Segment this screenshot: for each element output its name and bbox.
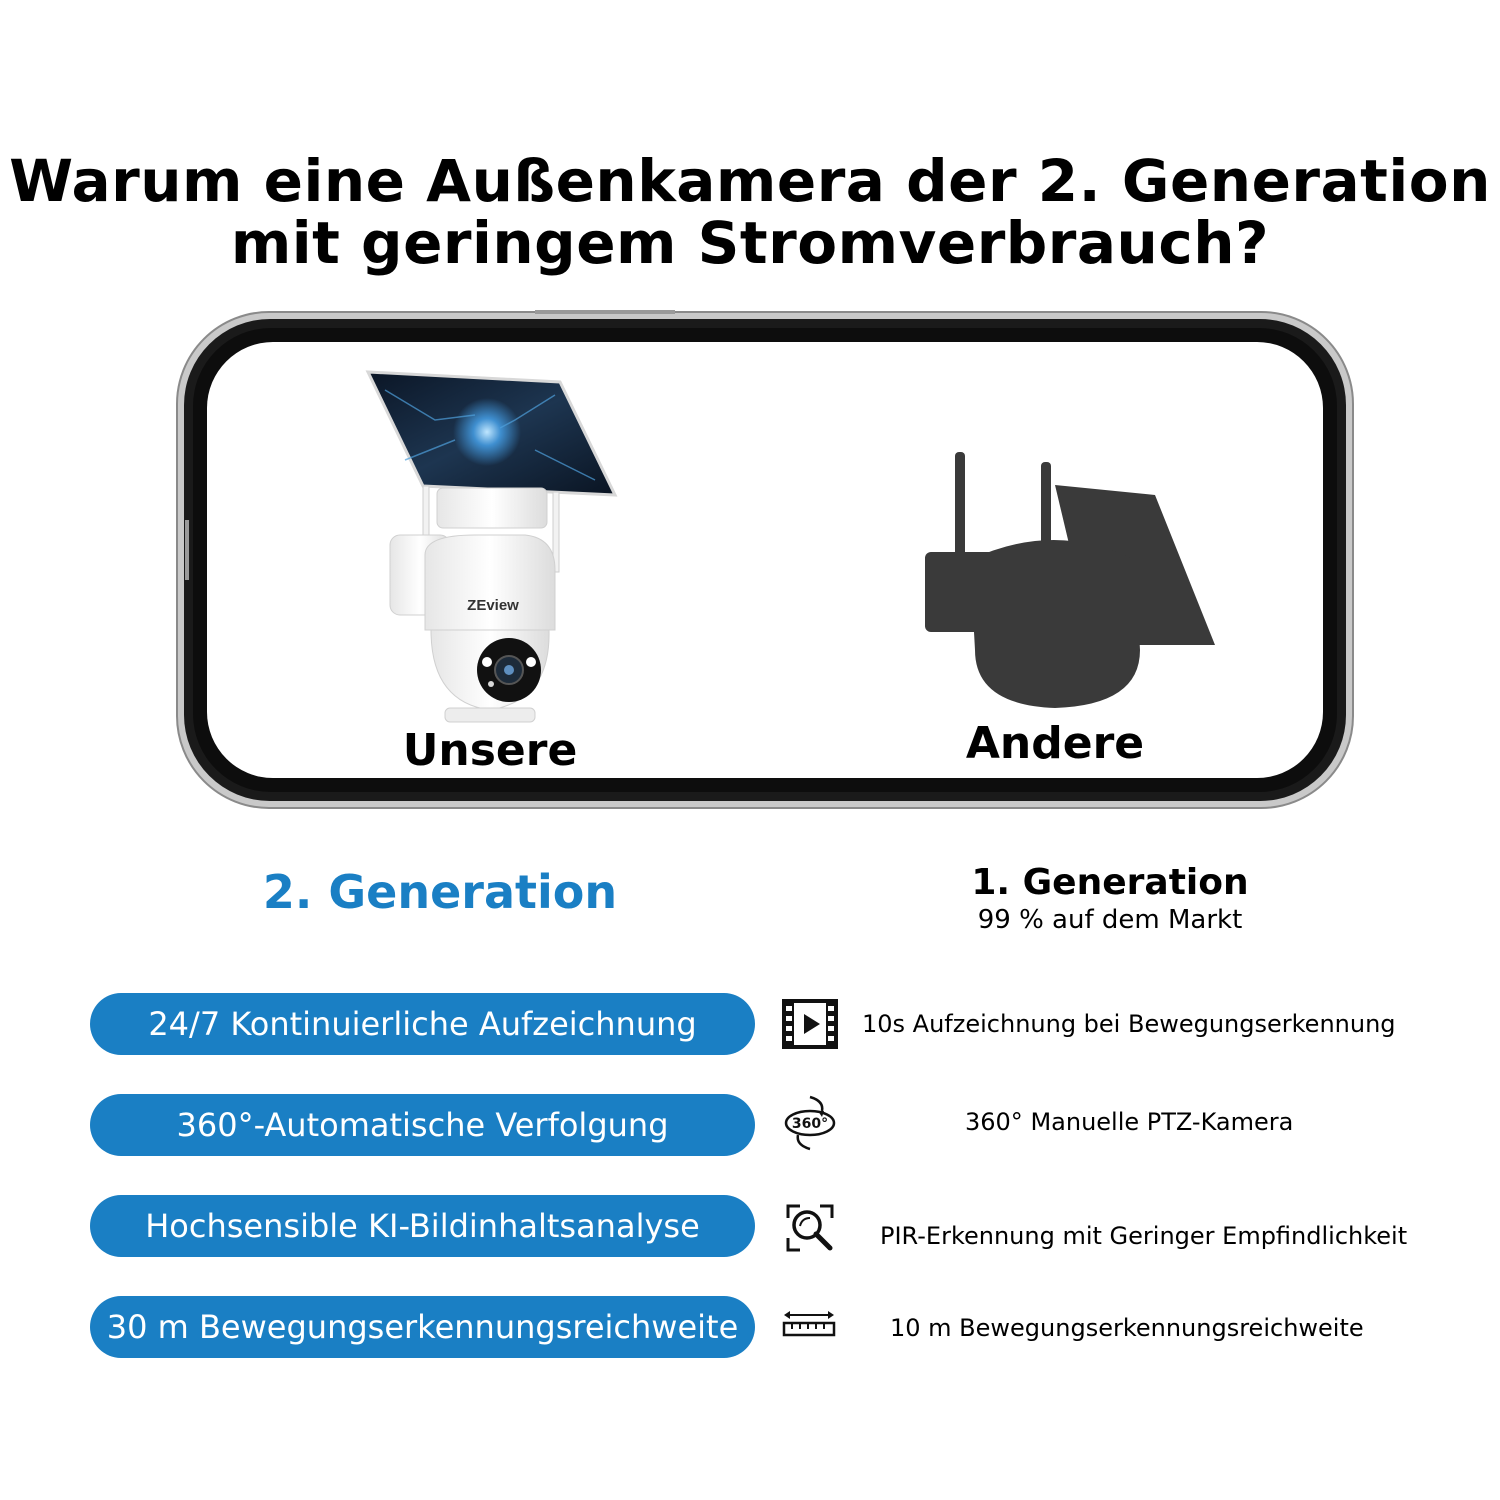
others-feature-text: 10s Aufzeichnung bei Bewegungserkennung bbox=[862, 1010, 1396, 1038]
ours-feature-pill: Hochsensible KI-Bildinhaltsanalyse bbox=[90, 1195, 755, 1257]
phone-frame bbox=[175, 310, 1355, 810]
ruler-icon bbox=[780, 1297, 840, 1357]
others-feature-text: PIR-Erkennung mit Geringer Empfindlichkeit bbox=[880, 1222, 1408, 1250]
rotate-360-icon bbox=[780, 1093, 840, 1153]
svg-text:360°: 360° bbox=[791, 1116, 829, 1132]
others-column-subtitle: 99 % auf dem Markt bbox=[977, 905, 1243, 935]
magnifier-icon bbox=[780, 1198, 840, 1258]
title-line-2: mit geringem Stromverbrauch? bbox=[230, 209, 1270, 277]
page-title bbox=[0, 147, 1500, 277]
title-line-1: Warum eine Außenkamera der 2. Generation bbox=[9, 147, 1491, 215]
others-column-title: 1. Generation bbox=[971, 862, 1249, 903]
label-ours: Unsere bbox=[402, 725, 578, 776]
others-feature-text: 360° Manuelle PTZ-Kamera bbox=[965, 1108, 1294, 1136]
brand-logo: ZEview bbox=[467, 597, 519, 614]
ours-feature-pill: 360°-Automatische Verfolgung bbox=[90, 1094, 755, 1156]
others-feature-text: 10 m Bewegungserkennungsreichweite bbox=[890, 1314, 1364, 1342]
ours-feature-pill: 30 m Bewegungserkennungsreichweite bbox=[90, 1296, 755, 1358]
ours-column-title: 2. Generation bbox=[262, 865, 618, 919]
ours-feature-pill: 24/7 Kontinuierliche Aufzeichnung bbox=[90, 993, 755, 1055]
film-icon bbox=[780, 995, 840, 1055]
label-others: Andere bbox=[965, 718, 1145, 769]
